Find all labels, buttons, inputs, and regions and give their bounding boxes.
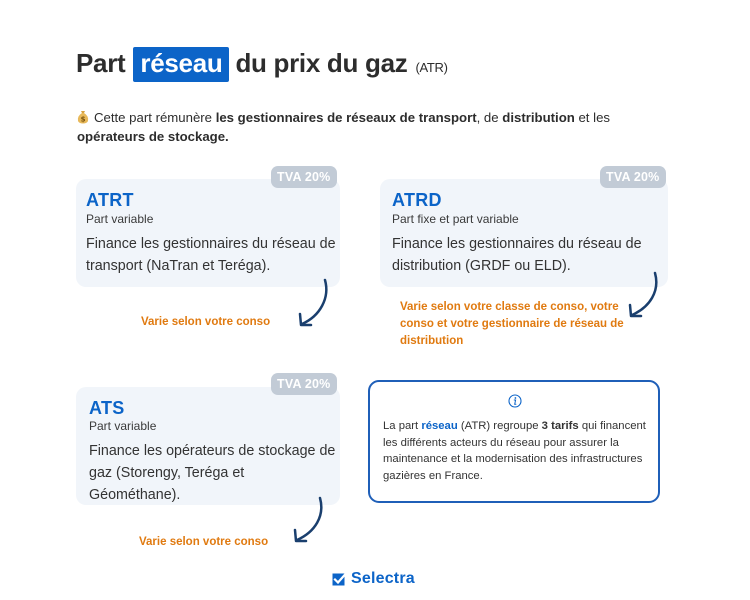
title-suffix: (ATR)	[415, 60, 448, 75]
selectra-logo	[332, 570, 415, 588]
card-subtitle: Part variable	[86, 212, 154, 226]
intro-text: $ Cette part rémunère les gestionnaires de réseaux de transport, de distribution et les opérateurs de stockage.	[77, 110, 610, 144]
tva-badge: TVA 20%	[600, 166, 666, 188]
card-subtitle: Part variable	[89, 419, 157, 433]
curved-arrow-icon	[290, 278, 335, 330]
tva-badge: TVA 20%	[271, 373, 337, 395]
title-part1: Part	[76, 48, 126, 78]
curved-arrow-icon	[287, 496, 332, 548]
card-description: Finance les gestionnaires du réseau de transport (NaTran et Teréga).	[86, 236, 336, 274]
money-bag-icon	[77, 110, 89, 124]
card-ats	[76, 387, 340, 505]
card-title: ATRT	[86, 190, 134, 210]
page-title	[76, 47, 448, 82]
title-highlight: réseau	[133, 47, 229, 82]
card-note: Varie selon votre conso	[141, 316, 271, 328]
title-part2: du prix du gaz	[235, 48, 408, 78]
info-box	[368, 380, 660, 503]
card-note: Varie selon votre conso	[139, 536, 269, 548]
curved-arrow-icon	[622, 271, 667, 323]
svg-text:$: $	[80, 115, 86, 124]
card-atrt	[76, 179, 340, 287]
info-text: La part réseau (ATR) regroupe 3 tarifs qui financent les différents acteurs du réseau pour assurer la maintenance et la modernisation des infrastructures gazières en France.	[383, 420, 646, 482]
card-description: Finance les gestionnaires du réseau de distribution (GRDF ou ELD).	[392, 236, 642, 274]
card-description: Finance les opérateurs de stockage de gaz (Storengy, Teréga et Géométhane).	[89, 443, 336, 503]
card-subtitle: Part fixe et part variable	[392, 212, 519, 226]
card-title: ATRD	[392, 190, 442, 210]
info-icon	[508, 394, 522, 408]
card-note: Varie selon votre classe de conso, votre conso et votre gestionnaire de réseau de distribution	[400, 301, 624, 347]
checkbox-logo-icon	[332, 572, 346, 586]
tva-badge: TVA 20%	[271, 166, 337, 188]
logo-text: Selectra	[351, 570, 415, 587]
card-title: ATS	[89, 398, 125, 418]
